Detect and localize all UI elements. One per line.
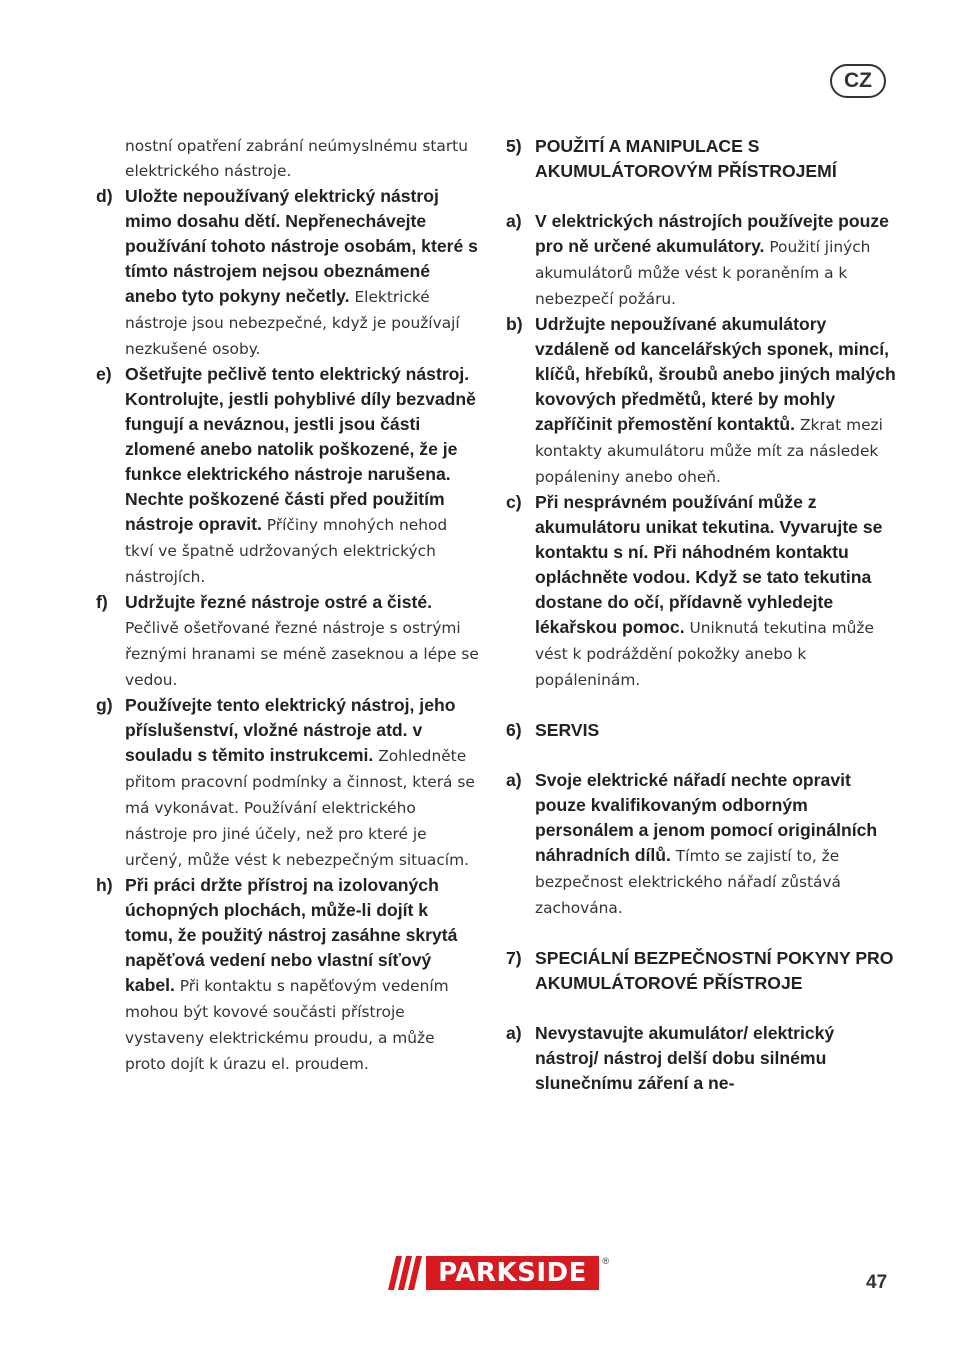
item-label: d) xyxy=(96,186,113,206)
item-normal-text: Při kontaktu s napěťovým vedením mohou být kovové součásti přístroje vystaveny elektrickému proudu, a může proto dojít k úrazu el. proudem. xyxy=(125,977,449,1073)
item-body xyxy=(535,490,900,693)
item-normal-text: Pečlivě ošetřované řezné nástroje s ostrými řeznými hranami se méně zaseknou a lépe se vedou. xyxy=(125,619,479,689)
section-6-items xyxy=(506,768,900,921)
item-label: a) xyxy=(506,1023,522,1043)
item-label: a) xyxy=(506,770,522,790)
item-bold-text: Nevystavujte akumulátor/ elektrický nástroj/ nástroj delší dobu silnému slunečnímu záření a ne- xyxy=(535,1023,835,1093)
section-7-heading: 7) SPECIÁLNÍ BEZPEČNOSTNÍ POKYNY PRO AKUMULÁTOROVÉ PŘÍSTROJE xyxy=(506,948,894,993)
list-item xyxy=(506,1021,900,1096)
item-normal-text: Použití jiných akumulátorů může vést k poraněním a k nebezpečí požáru. xyxy=(535,238,871,308)
item-normal-text: Zkrat mezi kontakty akumulátoru může mít za následek popáleniny anebo oheň. xyxy=(535,416,883,486)
item-normal-text: Uniknutá tekutina může vést k podráždění pokožky anebo k popáleninám. xyxy=(535,619,874,689)
item-body xyxy=(535,312,900,490)
item-body xyxy=(535,768,900,921)
left-column xyxy=(96,134,480,1077)
item-normal-text: Zohledněte přitom pracovní podmínky a činnost, která se má vykonávat. Používání elektrického nástroje pro jiné účely, než pro které je určený, může vést k nebezpečným situacím. xyxy=(125,747,475,869)
brand-name: PARKSIDE xyxy=(426,1256,599,1290)
left-items xyxy=(96,184,480,1077)
page-number: 47 xyxy=(866,1272,888,1293)
item-bold-text: Používejte tento elektrický nástroj, jeho příslušenství, vložné nástroje atd. v souladu s těmito instrukcemi. xyxy=(125,695,456,765)
right-column xyxy=(506,134,900,1096)
item-body xyxy=(125,184,480,362)
item-normal-text: Příčiny mnohých nehod tkví ve špatně udržovaných elektrických nástrojích. xyxy=(125,516,448,586)
section-6-heading: 6) SERVIS xyxy=(506,720,600,740)
logo-stripes-icon xyxy=(384,1256,426,1290)
list-item xyxy=(96,590,480,693)
parkside-logo xyxy=(384,1256,609,1290)
item-label: f) xyxy=(96,592,108,612)
item-label: a) xyxy=(506,211,522,231)
item-label: g) xyxy=(96,695,113,715)
item-label: h) xyxy=(96,875,113,895)
item-normal-text: Elektrické nástroje jsou nebezpečné, když je používají nezkušené osoby. xyxy=(125,288,460,358)
section-7-items xyxy=(506,1021,900,1096)
item-bold-text: Svoje elektrické nářadí nechte opravit pouze kvalifikovaným odborným personálem a jenom pomocí originálních náhradních dílů. xyxy=(535,770,878,865)
item-bold-text: Uložte nepoužívaný elektrický nástroj mimo dosahu dětí. Nepřenechávejte používání tohoto nástroje osobám, které s tímto nástrojem nejsou obeznámené anebo tyto pokyny nečetly. xyxy=(125,186,478,306)
list-item xyxy=(96,362,480,590)
language-badge: CZ xyxy=(830,64,886,98)
item-bold-text: Udržujte řezné nástroje ostré a čisté. xyxy=(125,592,433,612)
section-5-items xyxy=(506,209,900,693)
list-item xyxy=(506,490,900,693)
item-body xyxy=(125,362,480,590)
registered-mark-icon: ® xyxy=(602,1256,609,1266)
item-bold-text: Udržujte nepoužívané akumulátory vzdáleně od kancelářských sponek, mincí, klíčů, hřebíků, šroubů anebo jiných malých kovových předmětů, které by mohly zapříčinit přemostění kontaktů. xyxy=(535,314,896,434)
item-body xyxy=(125,693,480,873)
item-label: e) xyxy=(96,364,112,384)
item-body xyxy=(535,209,900,312)
intro-text: nostní opatření zabrání neúmyslnému startu elektrického nástroje. xyxy=(125,137,468,180)
list-item xyxy=(96,873,480,1077)
section-5-heading: 5) POUŽITÍ A MANIPULACE S AKUMULÁTOROVÝM PŘÍSTROJEMÍ xyxy=(506,136,837,181)
list-item xyxy=(506,312,900,490)
item-normal-text: Tímto se zajistí to, že bezpečnost elektrického nářadí zůstává zachována. xyxy=(535,847,841,917)
item-bold-text: Při nesprávném používání může z akumulátoru unikat tekutina. Vyvarujte se kontaktu s ní. Při náhodném kontaktu opláchněte vodou. Když se tato tekutina dostane do očí, přídavně vyhledejte lékařskou pomoc. xyxy=(535,492,883,637)
item-label: b) xyxy=(506,314,523,334)
item-label: c) xyxy=(506,492,522,512)
item-body xyxy=(535,1021,900,1096)
list-item xyxy=(506,209,900,312)
list-item xyxy=(96,693,480,873)
item-body xyxy=(125,590,480,693)
item-bold-text: V elektrických nástrojích používejte pouze pro ně určené akumulátory. xyxy=(535,211,889,256)
item-body xyxy=(125,873,480,1077)
list-item xyxy=(96,184,480,362)
list-item xyxy=(506,768,900,921)
item-bold-text: Při práci držte přístroj na izolovaných úchopných plochách, může-li dojít k tomu, že použitý nástroj zasáhne skrytá napěťová vedení nebo vlastní síťový kabel. xyxy=(125,875,458,995)
item-bold-text: Ošetřujte pečlivě tento elektrický nástroj. Kontrolujte, jestli pohyblivé díly bezvadně fungují a neváznou, jestli jsou části zlomené anebo natolik poškozené, že je funkce elektrického nástroje narušena. Nechte poškozené části před použitím nástroje opravit. xyxy=(125,364,476,534)
